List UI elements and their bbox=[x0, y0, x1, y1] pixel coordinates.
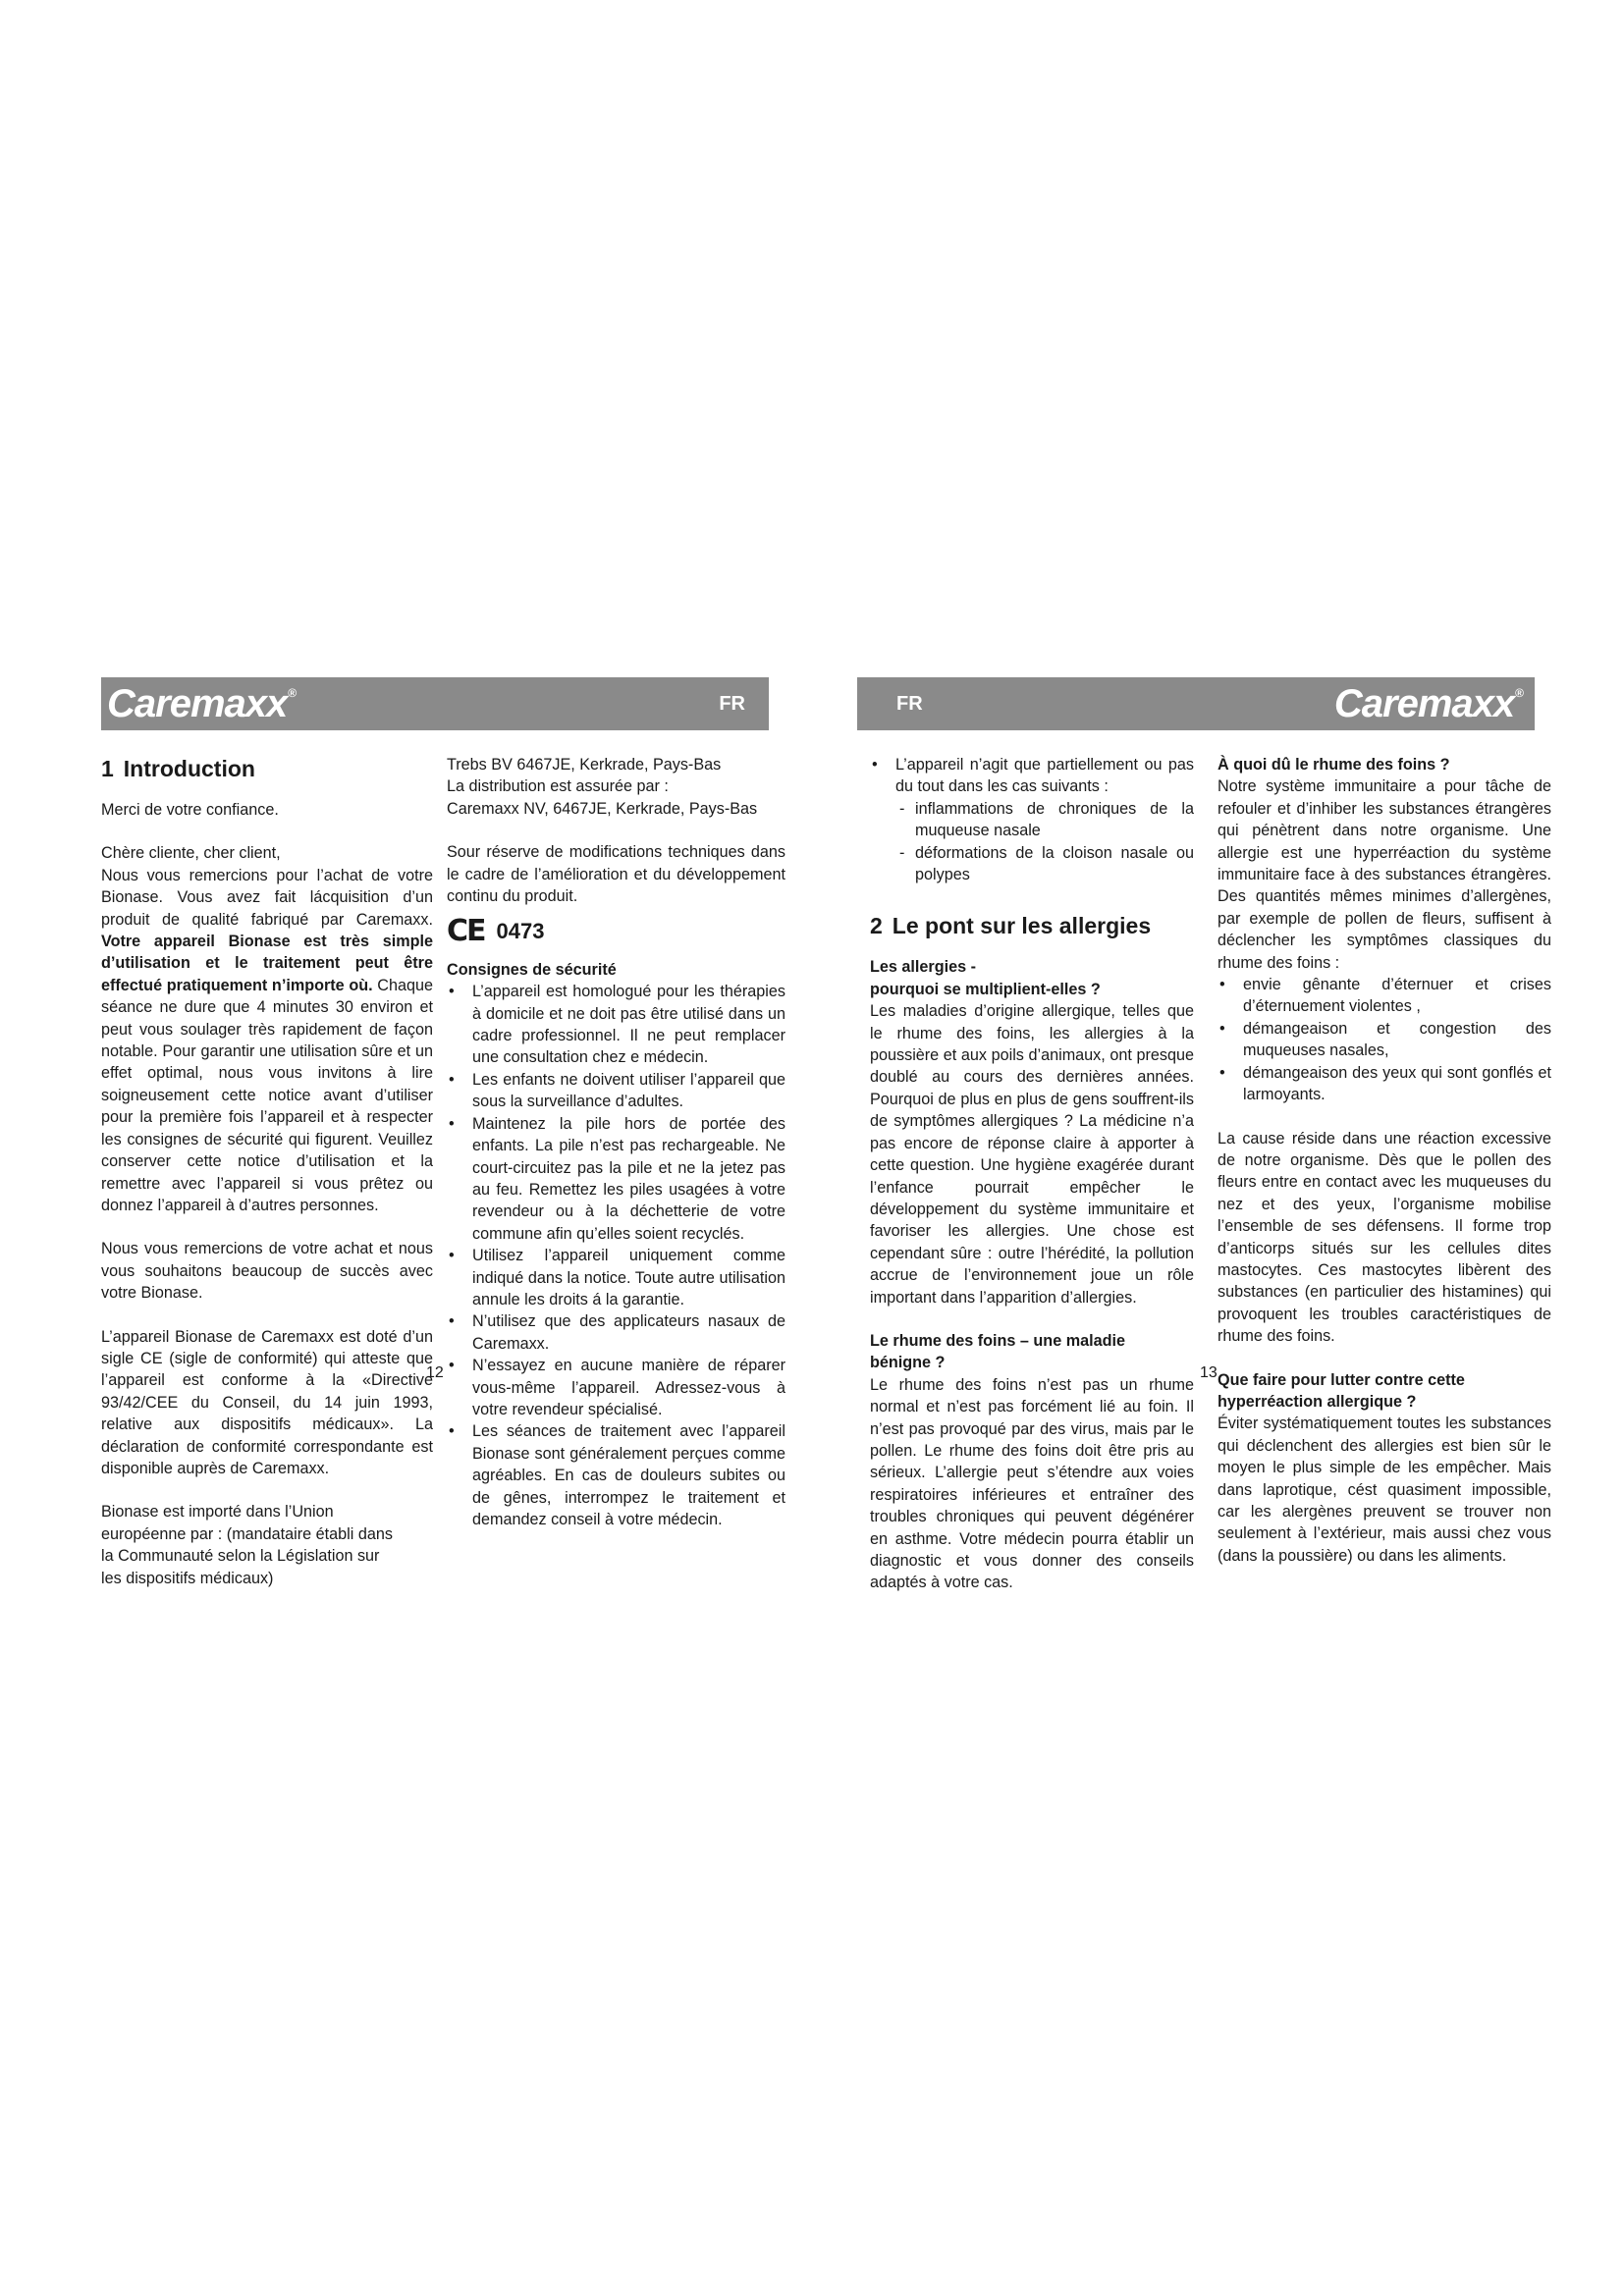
page-number-right: 13 bbox=[1200, 1364, 1218, 1381]
logo-registered-mark: ® bbox=[1515, 685, 1523, 700]
reserve-paragraph: Sour réserve de modifications techniques dans le cadre de l’amélioration et du développement continu du produit. bbox=[447, 843, 785, 906]
left-page-header bbox=[101, 677, 769, 730]
subheading: pourquoi se multiplient-elles ? bbox=[870, 980, 1101, 998]
left-page-column-1 bbox=[101, 754, 433, 1589]
intro-paragraph bbox=[101, 865, 433, 1217]
allergies-paragraph: Les maladies d’origine allergique, telles que le rhume des foins, les allergies à la poussière et aux poils d’animaux, ont presque doublé au cours des dernières années. Pourquoi de plus en plus de gens souffrent-ils de symptômes allergiques ? La médicine n’a pas encore de réponse claire à apporter à cette question. Une hygiène exagérée durant l’enfance pourrait empêcher le développement du système immunitaire et favoriser les allergies. Une chose est cependant sûre : outre l’hérédité, la pollution accrue de l’environnement joue un rôle important dans l’apparition d’allergies. bbox=[870, 1002, 1194, 1307]
subheading: bénigne ? bbox=[870, 1354, 946, 1372]
list-item: - déformations de la cloison nasale ou polypes bbox=[895, 842, 1194, 886]
safety-list bbox=[447, 981, 785, 1530]
address-line: La distribution est assurée par : bbox=[447, 777, 669, 796]
intro-text-bold: Votre appareil Bionase est très simple d’utilisation et le traitement peut être effectué pratiquement n’importe où. bbox=[101, 933, 433, 994]
list-item: • Les enfants ne doivent utiliser l’appareil que sous la surveillance d’adultes. bbox=[447, 1069, 785, 1113]
ce-paragraph: L’appareil Bionase de Caremaxx est doté d’un sigle CE (sigle de conformité) qui atteste que l’appareil est conforme à la «Directive 93/42/CEE du Conseil, du 14 juin 1993, relative aux dispositifs médicaux». La déclaration de conformité correspondante est disponible auprès de Caremaxx. bbox=[101, 1327, 433, 1477]
list-item: • N’utilisez que des applicateurs nasaux de Caremaxx. bbox=[447, 1310, 785, 1355]
list-item: • envie gênante d’éternuer et crises d’éternuement violentes , bbox=[1218, 974, 1551, 1018]
ce-number: 0473 bbox=[496, 919, 545, 944]
subheading: Que faire pour lutter contre cette bbox=[1218, 1370, 1465, 1389]
address-line: Trebs BV 6467JE, Kerkrade, Pays-Bas bbox=[447, 756, 722, 774]
limitations-intro: L’appareil n’agit que partiellement ou pas du tout dans les cas suivants : bbox=[895, 756, 1194, 796]
list-item: • Maintenez la pile hors de portée des enfants. La pile n’est pas rechargeable. Ne court-circuitez pas la pile et ne la jetez pas au feu. Remettez les piles usagées à votre revendeur ou à la déchetterie de votre commune afin qu’elles soient recyclés. bbox=[447, 1113, 785, 1245]
list-item bbox=[870, 754, 1194, 885]
right-page-header bbox=[857, 677, 1535, 730]
cause-paragraph: Notre système immunitaire a pour tâche de refouler et d’inhiber les substances étrangères qui pénètrent dans notre organisme. Une allergie est une hyperréaction du système immunitaire face à des substances étrangères. Des quantités mêmes minimes d’allergènes, par exemple de pollen de fleurs, suffisent à déclencher les symptômes classiques du rhume des foins : bbox=[1218, 777, 1551, 972]
left-page-column-2 bbox=[447, 754, 785, 1530]
right-page-column-1 bbox=[870, 754, 1194, 1594]
import-line: la Communauté selon la Législation sur bbox=[101, 1547, 380, 1566]
list-item: • N’essayez en aucune manière de réparer vous-même l’appareil. Adressez-vous à votre revendeur spécialisé. bbox=[447, 1355, 785, 1420]
limitations-list bbox=[870, 754, 1194, 885]
address-line: Caremaxx NV, 6467JE, Kerkrade, Pays-Bas bbox=[447, 799, 758, 818]
caremaxx-logo bbox=[1334, 682, 1523, 726]
thanks-text: Merci de votre confiance. bbox=[101, 801, 279, 819]
subheading: Les allergies - bbox=[870, 958, 976, 977]
cause-paragraph-2: La cause réside dans une réaction excessive de notre organisme. Dès que le pollen des fleurs entre en contact avec les muqueuses du nez et des yeux, l’organisme mobilise l’ensemble de ses défensens. Il forme trop d’anticorps situés sur les cellules dites mastocytes. Ces mastocytes libèrent des substances (en particulier des histamines) qui provoquent les troubles caractéristiques de rhume des foins. bbox=[1218, 1129, 1551, 1346]
logo-text: Caremaxx bbox=[107, 681, 288, 725]
list-item: • L’appareil est homologué pour les thérapies à domicile et ne doit pas être utilisé dans un cadre professionnel. Il ne peut remplacer une consultation chez e médecin. bbox=[447, 981, 785, 1069]
language-code: FR bbox=[896, 692, 923, 715]
remedy-paragraph: Éviter systématiquement toutes les substances qui déclenchent des allergies est bien sûr le moyen le plus simple de les empêcher. Mais dans laprotique, cést quasiment impossible, car les alergènes preuvent se trouver non seulement à l’extérieur, mais aussi chez vous (dans la poussière) ou dans les aliments. bbox=[1218, 1415, 1551, 1565]
ce-mark-icon: CE bbox=[447, 914, 485, 949]
list-item: • Utilisez l’appareil uniquement comme indiqué dans la notice. Toute autre utilisation annule les droits á la garantie. bbox=[447, 1245, 785, 1310]
import-line: européenne par : (mandataire établi dans bbox=[101, 1524, 393, 1543]
limitations-sublist bbox=[895, 798, 1194, 886]
logo-registered-mark: ® bbox=[288, 685, 297, 700]
caremaxx-logo bbox=[107, 682, 296, 726]
language-code: FR bbox=[719, 692, 745, 715]
hayfever-paragraph: Le rhume des foins n’est pas un rhume normal et n’est pas forcément lié au foin. Il n’est pas provoqué par des virus, mais par le pollen. Le rhume des foins doit être pris au sérieux. L’allergie peut s’étendre aux voies respiratoires inférieures et entraîner des troubles chroniques qui peuvent dégénérer en asthme. Votre médecin pourra établir un diagnostic et vous donner des conseils adaptés à votre cas. bbox=[870, 1375, 1194, 1592]
list-item: - inflammations de chroniques de la muqueuse nasale bbox=[895, 798, 1194, 842]
section-heading-allergies bbox=[870, 911, 1194, 940]
list-item: • Les séances de traitement avec l’appareil Bionase sont généralement perçues comme agréables. En cas de douleurs subites ou de gênes, interrompez le traitement et demandez conseil à votre médecin. bbox=[447, 1420, 785, 1530]
right-page-column-2 bbox=[1218, 754, 1551, 1567]
logo-text: Caremaxx bbox=[1333, 681, 1515, 725]
import-line: les dispositifs médicaux) bbox=[101, 1569, 274, 1587]
intro-text-a: Nous vous remercions pour l’achat de votre Bionase. Vous avez fait lácquisition d’un produit de qualité fabriqué par Caremaxx. bbox=[101, 866, 433, 929]
subheading: hyperréaction allergique ? bbox=[1218, 1392, 1417, 1411]
ce-marking bbox=[447, 914, 785, 949]
import-line: Bionase est importé dans l’Union bbox=[101, 1503, 334, 1522]
section-title: Introduction bbox=[123, 756, 255, 781]
section-number: 2 bbox=[870, 913, 883, 939]
safety-heading: Consignes de sécurité bbox=[447, 960, 617, 979]
greeting-text: Chère cliente, cher client, bbox=[101, 844, 281, 863]
thanks-paragraph: Nous vous remercions de votre achat et nous vous souhaitons beaucoup de succès avec votre Bionase. bbox=[101, 1240, 433, 1303]
page-number-left: 12 bbox=[426, 1364, 444, 1381]
symptoms-list bbox=[1218, 974, 1551, 1105]
subheading: À quoi dû le rhume des foins ? bbox=[1218, 756, 1450, 774]
subheading: Le rhume des foins – une maladie bbox=[870, 1331, 1125, 1350]
list-item: • démangeaison des yeux qui sont gonflés et larmoyants. bbox=[1218, 1062, 1551, 1106]
section-number: 1 bbox=[101, 756, 114, 781]
list-item: • démangeaison et congestion des muqueuses nasales, bbox=[1218, 1018, 1551, 1062]
section-heading-introduction bbox=[101, 754, 433, 783]
section-title: Le pont sur les allergies bbox=[892, 913, 1152, 939]
intro-text-b: Chaque séance ne dure que 4 minutes 30 environ et peut vous soulager très rapidement de façon notable. Pour garantir une utilisation sûre et un effet optimal, nous vous invitons à lire soigneusement cette notice avant d’utiliser pour la première fois l’appareil et à respecter les consignes de sécurité qui figurent. Veuillez conserver cette notice d’utilisation et la remettre avec l’appareil si vous prêtez ou donnez l’appareil à d’autres personnes. bbox=[101, 976, 433, 1214]
